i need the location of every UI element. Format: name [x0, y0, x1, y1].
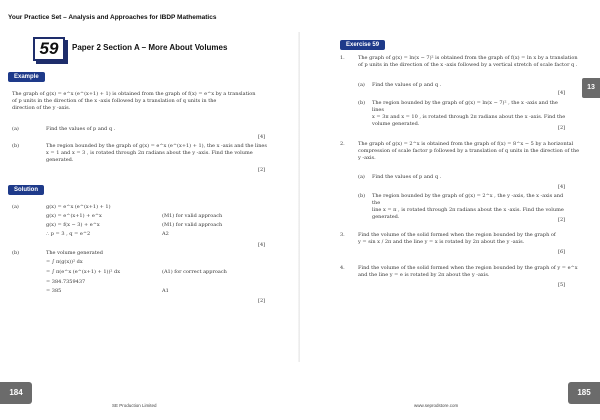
question-line: The graph of g(x) = 2^x is obtained from the graph of f(x) = 8^x − 5 by a horizontal — [358, 141, 574, 147]
page-number-left: 184 — [0, 382, 32, 404]
working-line: ∴ p = 3 , q = e^2 — [46, 231, 91, 237]
part-b-marks: [2] — [258, 167, 266, 173]
question-2b-text — [372, 193, 567, 221]
right-page — [300, 0, 600, 420]
question-line: y = sin x / 2π and the line y = x is rotated by 2π about the y -axis. — [358, 239, 525, 245]
question-2-number: 2. — [340, 141, 345, 147]
solution-b-marks: [2] — [258, 298, 266, 304]
question-2a-label: (a) — [358, 174, 365, 180]
question-1a-label: (a) — [358, 82, 365, 88]
example-intro — [12, 91, 282, 112]
working-line: = 385 — [46, 288, 62, 294]
question-3-text — [358, 232, 583, 246]
solution-b-working — [46, 250, 120, 297]
working-line: g(x) = f(x − 3) + e^x — [46, 222, 100, 228]
solution-a-working — [46, 204, 111, 240]
question-3-number: 3. — [340, 232, 345, 238]
working-line: g(x) = e^x (e^(x+1) + 1) — [46, 204, 111, 210]
mark-note: A2 — [162, 231, 169, 237]
part-b-line: x = 1 and x = 3 , is rotated through 2π radians about the y -axis. Find the volume — [46, 150, 253, 156]
part-b-text — [46, 143, 281, 164]
question-1b-label: (b) — [358, 100, 366, 106]
page-number-right: 185 — [568, 382, 600, 404]
question-line: of p units in the direction of the x -axis followed by a vertical stretch of scale factor q . — [358, 62, 578, 68]
part-b-line: The region bounded by the graph of g(x) = e^x (e^(x+1) + 1), the x -axis and the lines — [46, 143, 267, 149]
exercise-label: Exercise 59 — [340, 40, 385, 50]
question-line: compression of scale factor p followed by a translation of q units in the direction of the — [358, 148, 580, 154]
example-intro-line: The graph of g(x) = e^x (e^(x+1) + 1) is obtained from the graph of f(x) = e^x by a translation — [12, 91, 256, 97]
chapter-number-badge: 59 — [33, 37, 65, 61]
chapter-side-tab: 13 — [582, 78, 600, 98]
question-line: x = 3π and x = 10 , is rotated through 2π radians about the x -axis. Find the — [372, 114, 566, 120]
question-1a-marks: [4] — [558, 90, 566, 96]
mark-note — [162, 259, 227, 269]
part-a-text: Find the values of p and q . — [46, 126, 116, 132]
solution-a-notes — [162, 204, 222, 240]
solution-a-label: (a) — [12, 204, 19, 210]
working-line: The volume generated — [46, 250, 103, 256]
mark-note: A1 — [162, 288, 169, 294]
question-2a-text: Find the values of p and q . — [372, 174, 442, 180]
working-line: = 384.7359437 — [46, 279, 86, 285]
question-4-number: 4. — [340, 265, 345, 271]
mark-note: (M1) for valid approach — [162, 213, 223, 219]
question-line: and the line y = e is rotated by 2π about the y -axis. — [358, 272, 490, 278]
question-4-text — [358, 265, 593, 279]
solution-b-label: (b) — [12, 250, 20, 256]
book-title: Your Practice Set – Analysis and Approaches for IBDP Mathematics — [8, 14, 217, 21]
question-line: The region bounded by the graph of g(x) = 2^x , the y -axis, the x -axis and the — [372, 193, 564, 206]
question-1a-text: Find the values of p and q . — [372, 82, 442, 88]
question-1-number: 1. — [340, 55, 345, 61]
example-intro-line: of p units in the direction of the x -axis followed by a translation of q units in the — [12, 98, 217, 104]
question-3-marks: [6] — [558, 249, 566, 255]
part-b-line: generated. — [46, 157, 74, 163]
example-intro-line: direction of the y -axis. — [12, 105, 71, 111]
question-line: The region bounded by the graph of g(x) = ln(x − 7)² , the x -axis and the lines — [372, 100, 558, 113]
part-a-marks: [4] — [258, 134, 266, 140]
mark-note: (A1) for correct approach — [162, 269, 227, 275]
solution-b-notes — [162, 250, 227, 297]
chapter-title: Paper 2 Section A – More About Volumes — [72, 43, 228, 52]
part-a-label: (a) — [12, 126, 19, 132]
working-line: g(x) = e^(x+1) + e^x — [46, 213, 102, 219]
mark-note: (M1) for valid approach — [162, 222, 223, 228]
question-2b-label: (b) — [358, 193, 366, 199]
question-line: Find the volume of the solid formed when the region bounded by the graph of y = e^x — [358, 265, 578, 271]
question-2-text — [358, 141, 588, 162]
question-line: volume generated. — [372, 121, 420, 127]
solution-a-marks: [4] — [258, 242, 266, 248]
example-label: Example — [8, 72, 45, 82]
question-line: Find the volume of the solid formed when the region bounded by the graph of — [358, 232, 556, 238]
solution-label: Solution — [8, 185, 44, 195]
working-line: = ∫ π(e^x (e^(x+1) + 1))² dx — [46, 269, 121, 275]
question-line: The graph of g(x) = ln(x − 7)² is obtained from the graph of f(x) = ln x by a translation — [358, 55, 578, 61]
part-b-label: (b) — [12, 143, 20, 149]
question-4-marks: [5] — [558, 282, 566, 288]
question-line: y -axis. — [358, 155, 376, 161]
working-line: = ∫ π(g(x))² dx — [46, 259, 83, 265]
question-2b-marks: [2] — [558, 217, 566, 223]
question-line: generated. — [372, 214, 400, 220]
footer-publisher: SE Production Limited — [112, 403, 157, 408]
footer-website: www.seprodstore.com — [414, 403, 459, 408]
question-line: line x = π , is rotated through 2π radians about the x -axis. Find the volume — [372, 207, 564, 213]
mark-note — [162, 279, 227, 288]
question-1b-text — [372, 100, 567, 128]
mark-note — [162, 250, 227, 259]
question-1b-marks: [2] — [558, 125, 566, 131]
question-2a-marks: [4] — [558, 184, 566, 190]
mark-note — [162, 204, 222, 213]
question-1-text — [358, 55, 588, 69]
